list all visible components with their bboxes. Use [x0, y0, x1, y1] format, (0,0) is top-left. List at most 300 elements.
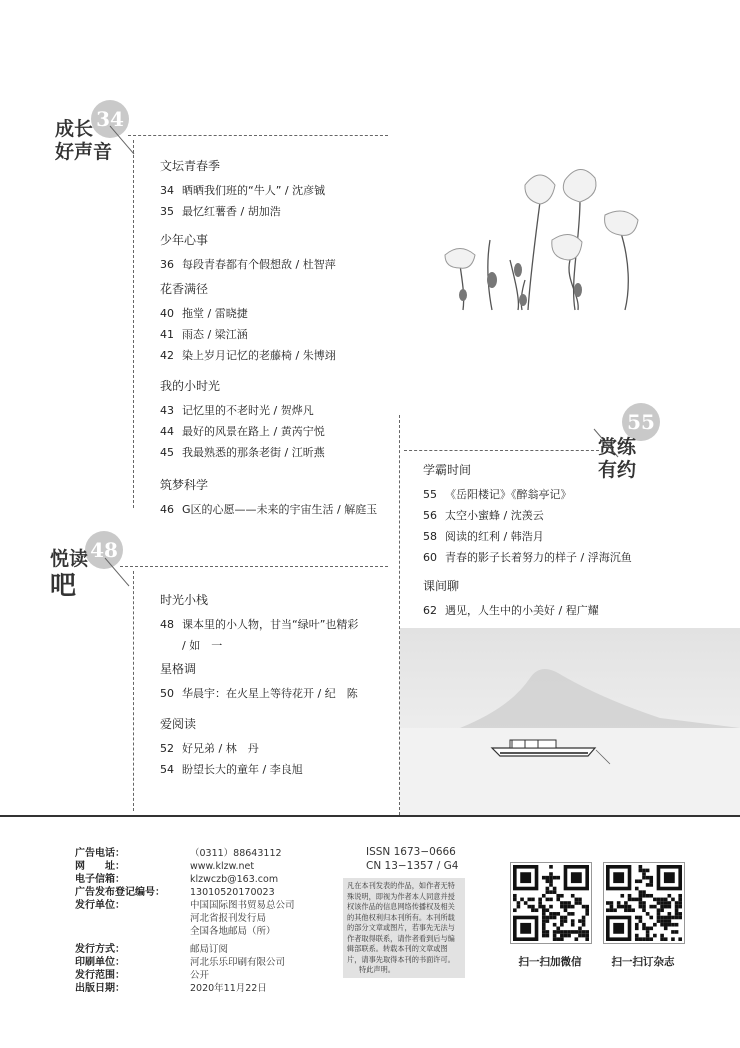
qr-module	[549, 876, 553, 880]
qr-module	[646, 912, 650, 916]
qr-module	[575, 937, 579, 941]
footer-value: 中国国际图书贸易总公司	[190, 900, 295, 911]
toc-group-title: 课间聊	[423, 579, 460, 593]
qr-module	[642, 876, 646, 880]
qr-module	[527, 905, 531, 909]
qr-module	[671, 923, 675, 927]
qr-module	[671, 937, 675, 941]
qr-module	[675, 912, 679, 916]
notice-end: 特此声明。	[359, 965, 395, 974]
qr-module	[571, 923, 575, 927]
qr-module	[546, 916, 550, 920]
section-title-line: 赏练	[598, 436, 637, 458]
qr-module	[538, 901, 542, 905]
footer-value: klzwczb@163.com	[190, 874, 279, 885]
qr-module	[606, 908, 610, 912]
qr-module	[642, 872, 646, 876]
qr-module	[646, 934, 650, 938]
section-title-growth	[55, 118, 112, 164]
qr-module	[582, 916, 586, 920]
qr-module	[664, 919, 668, 923]
qr-module	[546, 879, 550, 883]
toc-page-number: 44	[160, 425, 174, 438]
qr-module	[653, 905, 657, 909]
qr-module	[675, 930, 679, 934]
qr-module	[517, 901, 521, 905]
qr-module	[578, 930, 582, 934]
qr-module	[678, 937, 682, 941]
qr-module	[556, 930, 560, 934]
qr-module	[664, 927, 668, 931]
qr-module	[610, 908, 614, 912]
qr-module	[553, 930, 557, 934]
notice-text: 凡在本刊发表的作品，如作者无特殊说明，即视为作者本人同意并授权该作品的信息网络传播权及相关的其他权利归本刊所有。本刊所载的部分文章或图片，若事先无法与作者取得联系，请作者看到后与编辑部联系。转载本刊的文章或图片，请事先取得本刊的书面许可。	[347, 881, 455, 964]
toc-group-title: 少年心事	[160, 233, 209, 247]
qr-module	[556, 898, 560, 902]
qr-module	[660, 901, 664, 905]
toc-group	[160, 661, 358, 704]
qr-module	[628, 908, 632, 912]
toc-entry[interactable]	[160, 683, 358, 704]
qr-module	[664, 901, 668, 905]
qr-module	[556, 876, 560, 880]
qr-module	[560, 894, 564, 898]
toc-group-title: 学霸时间	[423, 463, 472, 477]
toc-page-number: 52	[160, 742, 174, 755]
qr-module	[628, 905, 632, 909]
toc-group	[160, 477, 377, 520]
footer-value: 公开	[190, 970, 210, 981]
toc-page-number: 35	[160, 205, 174, 218]
footer-values	[190, 847, 295, 938]
toc-entry-title: 《岳阳楼记》《醉翁亭记》	[445, 488, 572, 501]
toc-group	[160, 281, 336, 366]
toc-group	[160, 716, 303, 780]
toc-group-title: 星格调	[160, 662, 197, 676]
qr-module	[642, 894, 646, 898]
toc-entry[interactable]	[160, 759, 303, 780]
qr-module	[585, 934, 589, 938]
diagonal-divider	[103, 556, 133, 590]
qr-module	[564, 905, 568, 909]
qr-module	[668, 912, 672, 916]
qr-module	[553, 934, 557, 938]
qr-module	[582, 934, 586, 938]
qr-module	[639, 916, 643, 920]
qr-module	[585, 905, 589, 909]
qr-module	[635, 887, 639, 891]
qr-module	[639, 901, 643, 905]
toc-entry[interactable]	[423, 526, 632, 547]
qr-module	[610, 901, 614, 905]
toc-entry-title: 记忆里的不老时光 / 贺烨凡	[182, 404, 314, 417]
qr-module	[642, 905, 646, 909]
toc-entry[interactable]	[423, 600, 599, 621]
toc-entry[interactable]	[160, 614, 358, 635]
qr-module	[639, 919, 643, 923]
toc-entry-title: 太空小蜜蜂 / 沈羡云	[445, 509, 544, 522]
qr-module	[664, 916, 668, 920]
qr-module	[657, 901, 661, 905]
qr-module	[546, 919, 550, 923]
qr-module	[549, 879, 553, 883]
toc-entry[interactable]	[160, 303, 336, 324]
toc-entry[interactable]	[160, 421, 325, 442]
qr-module	[660, 937, 664, 941]
qr-module	[675, 908, 679, 912]
qr-module	[657, 908, 661, 912]
qr-module	[653, 923, 657, 927]
issn: ISSN 1673−0666	[366, 846, 456, 858]
qr-module	[549, 865, 553, 869]
qr-module	[542, 908, 546, 912]
toc-page-number: 36	[160, 258, 174, 271]
toc-entry-title: G区的心愿——未来的宇宙生活 / 解庭玉	[182, 503, 378, 516]
qr-module	[649, 876, 653, 880]
toc-entry-title: 拖堂 / 雷晓捷	[182, 307, 248, 320]
qr-module	[678, 898, 682, 902]
toc-entry[interactable]	[160, 499, 377, 520]
qr-module	[668, 923, 672, 927]
toc-page-number: 42	[160, 349, 174, 362]
qr-module	[624, 908, 628, 912]
toc-entry[interactable]	[423, 505, 632, 526]
qr-module	[560, 937, 564, 941]
section-title-line: 吧	[50, 571, 77, 601]
qr-caption: 扫一扫订杂志	[611, 956, 675, 968]
footer-label: 电子信箱：	[75, 874, 125, 885]
qr-module	[553, 937, 557, 941]
qr-module	[660, 908, 664, 912]
toc-entry-title: 染上岁月记忆的老藤椅 / 朱博翊	[182, 349, 336, 362]
toc-group	[160, 232, 336, 275]
qr-module	[527, 898, 531, 902]
qr-module	[560, 916, 564, 920]
toc-entry[interactable]	[160, 400, 325, 421]
footer-label: 出版日期：	[75, 983, 125, 994]
qr-module	[542, 927, 546, 931]
qr-module	[606, 901, 610, 905]
qr-module	[564, 908, 568, 912]
qr-module	[678, 916, 682, 920]
qr-module	[671, 898, 675, 902]
qr-module	[560, 934, 564, 938]
qr-module	[571, 905, 575, 909]
toc-group	[160, 592, 358, 656]
toc-entry-author: / 如 一	[182, 639, 223, 652]
footer-label: 发行范围：	[75, 970, 125, 981]
qr-module	[660, 923, 664, 927]
qr-module	[639, 865, 643, 869]
toc-page-number: 41	[160, 328, 174, 341]
qr-module	[617, 901, 621, 905]
qr-finder	[520, 872, 531, 883]
section-rule	[133, 140, 134, 508]
qr-module	[582, 905, 586, 909]
qr-module	[560, 923, 564, 927]
footer-value: 2020年11月22日	[190, 983, 267, 994]
qr-module	[542, 930, 546, 934]
footer-label: 广告电话：	[75, 848, 125, 859]
toc-page-number: 58	[423, 530, 437, 543]
qr-module	[639, 894, 643, 898]
qr-module	[642, 890, 646, 894]
qr-module	[664, 923, 668, 927]
qr-module	[628, 894, 632, 898]
toc-page-number: 62	[423, 604, 437, 617]
qr-module	[639, 890, 643, 894]
qr-module	[531, 908, 535, 912]
qr-module	[646, 876, 650, 880]
qr-finder	[613, 872, 624, 883]
qr-module	[628, 898, 632, 902]
qr-module	[660, 916, 664, 920]
toc-entry[interactable]	[160, 254, 336, 275]
qr-finder	[664, 872, 675, 883]
qr-module	[542, 934, 546, 938]
qr-module	[553, 890, 557, 894]
toc-entry-title: 每段青春都有个假想敌 / 杜智萍	[182, 258, 336, 271]
footer-value: 13010520170023	[190, 887, 275, 898]
qr-module	[660, 898, 664, 902]
qr-module	[649, 916, 653, 920]
section-title-line: 成长	[55, 118, 94, 140]
toc-page-number: 43	[160, 404, 174, 417]
section-rule	[133, 571, 134, 811]
qr-module	[642, 923, 646, 927]
qr-module	[549, 883, 553, 887]
toc-entry[interactable]	[160, 180, 325, 201]
toc-group-title: 文坛青春季	[160, 159, 221, 173]
qr-module	[624, 901, 628, 905]
toc-page-number: 34	[160, 184, 174, 197]
toc-page-number: 50	[160, 687, 174, 700]
footer-value: 邮局订阅	[190, 944, 229, 955]
qr-module	[546, 887, 550, 891]
qr-module	[582, 930, 586, 934]
qr-module	[538, 898, 542, 902]
toc-entry[interactable]	[423, 484, 632, 505]
qr-module	[542, 916, 546, 920]
qr-module	[646, 937, 650, 941]
qr-module	[639, 879, 643, 883]
section-rule	[120, 566, 388, 567]
qr-module	[542, 905, 546, 909]
qr-module	[660, 919, 664, 923]
section-number-circle: 34	[91, 100, 129, 138]
qr-module	[560, 919, 564, 923]
qr-caption: 扫一扫加微信	[518, 956, 582, 968]
toc-entry-title: 雨态 / 梁江涵	[182, 328, 248, 341]
qr-module	[639, 898, 643, 902]
qr-module	[639, 869, 643, 873]
footer-value: （0311）88643112	[190, 848, 282, 859]
footer-label: 广告发布登记编号：	[75, 887, 165, 898]
qr-module	[546, 934, 550, 938]
qr-module	[567, 930, 571, 934]
qr-module	[549, 905, 553, 909]
qr-module	[678, 912, 682, 916]
toc-group-title: 筑梦科学	[160, 478, 209, 492]
footer-value: 河北乐乐印刷有限公司	[190, 957, 286, 968]
qr-module	[675, 916, 679, 920]
qr-module	[571, 930, 575, 934]
toc-entry-title: 我最熟悉的那条老街 / 江昕燕	[182, 446, 325, 459]
qr-module	[546, 908, 550, 912]
qr-module	[553, 916, 557, 920]
footer-value: 全国各地邮局（所）	[190, 926, 276, 937]
qr-module	[578, 919, 582, 923]
wechat-qr-code[interactable]	[510, 862, 592, 944]
qr-module	[560, 905, 564, 909]
qr-module	[631, 908, 635, 912]
toc-entry-title: 盼望长大的童年 / 李良旭	[182, 763, 303, 776]
toc-page-number: 46	[160, 503, 174, 516]
qr-module	[678, 901, 682, 905]
toc-entry[interactable]	[160, 324, 336, 345]
qr-module	[664, 898, 668, 902]
qr-module	[649, 894, 653, 898]
qr-module	[553, 876, 557, 880]
qr-module	[571, 919, 575, 923]
qr-module	[657, 919, 661, 923]
footer-label: 发行单位：	[75, 900, 125, 911]
qr-module	[620, 894, 624, 898]
qr-module	[564, 930, 568, 934]
qr-module	[642, 901, 646, 905]
toc-entry-title: 最好的风景在路上 / 黄芮宁悦	[182, 425, 325, 438]
poppy-flowers-illustration	[430, 160, 660, 320]
qr-module	[542, 912, 546, 916]
qr-module	[631, 898, 635, 902]
qr-module	[635, 927, 639, 931]
qr-module	[553, 912, 557, 916]
section-title-line: 好声音	[55, 141, 113, 163]
qr-module	[668, 901, 672, 905]
qr-module	[653, 934, 657, 938]
qr-module	[635, 879, 639, 883]
qr-module	[549, 898, 553, 902]
qr-module	[571, 894, 575, 898]
qr-module	[675, 905, 679, 909]
qr-module	[635, 898, 639, 902]
footer-label: 发行方式：	[75, 944, 125, 955]
toc-entry[interactable]	[160, 345, 336, 366]
qr-module	[657, 916, 661, 920]
qr-module	[642, 927, 646, 931]
qr-module	[620, 905, 624, 909]
qr-module	[617, 905, 621, 909]
qr-module	[639, 905, 643, 909]
qr-module	[649, 883, 653, 887]
qr-module	[560, 930, 564, 934]
qr-module	[610, 905, 614, 909]
toc-page-number: 55	[423, 488, 437, 501]
qr-module	[671, 930, 675, 934]
subscribe-qr-code[interactable]	[603, 862, 685, 944]
qr-module	[657, 912, 661, 916]
footer-label: 印刷单位：	[75, 957, 125, 968]
toc-group	[423, 578, 599, 621]
qr-module	[556, 927, 560, 931]
qr-module	[549, 890, 553, 894]
qr-module	[567, 901, 571, 905]
qr-module	[524, 901, 528, 905]
qr-module	[567, 905, 571, 909]
qr-module	[646, 869, 650, 873]
qr-module	[517, 905, 521, 909]
qr-pattern	[604, 863, 684, 943]
toc-group-title: 花香满径	[160, 282, 209, 296]
section-number-circle: 55	[622, 403, 660, 441]
qr-module	[642, 869, 646, 873]
section-rule	[404, 450, 599, 451]
toc-page-number: 60	[423, 551, 437, 564]
toc-page-number: 54	[160, 763, 174, 776]
qr-module	[664, 937, 668, 941]
qr-module	[546, 876, 550, 880]
qr-module	[564, 901, 568, 905]
footer-labels	[75, 943, 125, 995]
toc-group	[160, 158, 325, 222]
qr-module	[575, 901, 579, 905]
qr-module	[549, 872, 553, 876]
toc-entry[interactable]	[423, 547, 632, 568]
section-title-reading	[50, 548, 88, 601]
qr-module	[649, 905, 653, 909]
qr-module	[639, 937, 643, 941]
qr-module	[564, 916, 568, 920]
qr-module	[675, 923, 679, 927]
boat-on-lake-illustration	[400, 628, 740, 816]
qr-module	[513, 898, 517, 902]
qr-module	[564, 934, 568, 938]
qr-module	[660, 934, 664, 938]
toc-entry[interactable]	[160, 738, 303, 759]
qr-module	[675, 901, 679, 905]
toc-entry-title: 阅读的红利 / 韩浩月	[445, 530, 544, 543]
toc-entry[interactable]	[160, 201, 325, 222]
qr-module	[546, 890, 550, 894]
qr-module	[585, 908, 589, 912]
toc-entry-title: 晒晒我们班的“牛人” / 沈彦铖	[182, 184, 326, 197]
qr-module	[578, 927, 582, 931]
toc-entry[interactable]	[160, 442, 325, 463]
qr-pattern	[511, 863, 591, 943]
qr-finder	[613, 923, 624, 934]
qr-module	[553, 923, 557, 927]
toc-group-title: 时光小栈	[160, 593, 209, 607]
qr-module	[560, 901, 564, 905]
toc-page-number: 56	[423, 509, 437, 522]
qr-finder	[520, 923, 531, 934]
qr-module	[646, 883, 650, 887]
qr-module	[542, 894, 546, 898]
qr-module	[646, 894, 650, 898]
toc-entry-title: 遇见，人生中的小美好 / 程广耀	[445, 604, 599, 617]
qr-module	[567, 912, 571, 916]
footer-values	[190, 943, 285, 995]
toc-group-title: 爱阅读	[160, 717, 197, 731]
qr-module	[535, 908, 539, 912]
toc-entry-title: 课本里的小人物，甘当“绿叶”也精彩	[182, 618, 359, 631]
toc-entry-title: 青春的影子长着努力的样子 / 浮海沉鱼	[445, 551, 632, 564]
qr-module	[542, 876, 546, 880]
qr-module	[642, 937, 646, 941]
qr-module	[646, 930, 650, 934]
qr-module	[649, 879, 653, 883]
qr-module	[546, 898, 550, 902]
